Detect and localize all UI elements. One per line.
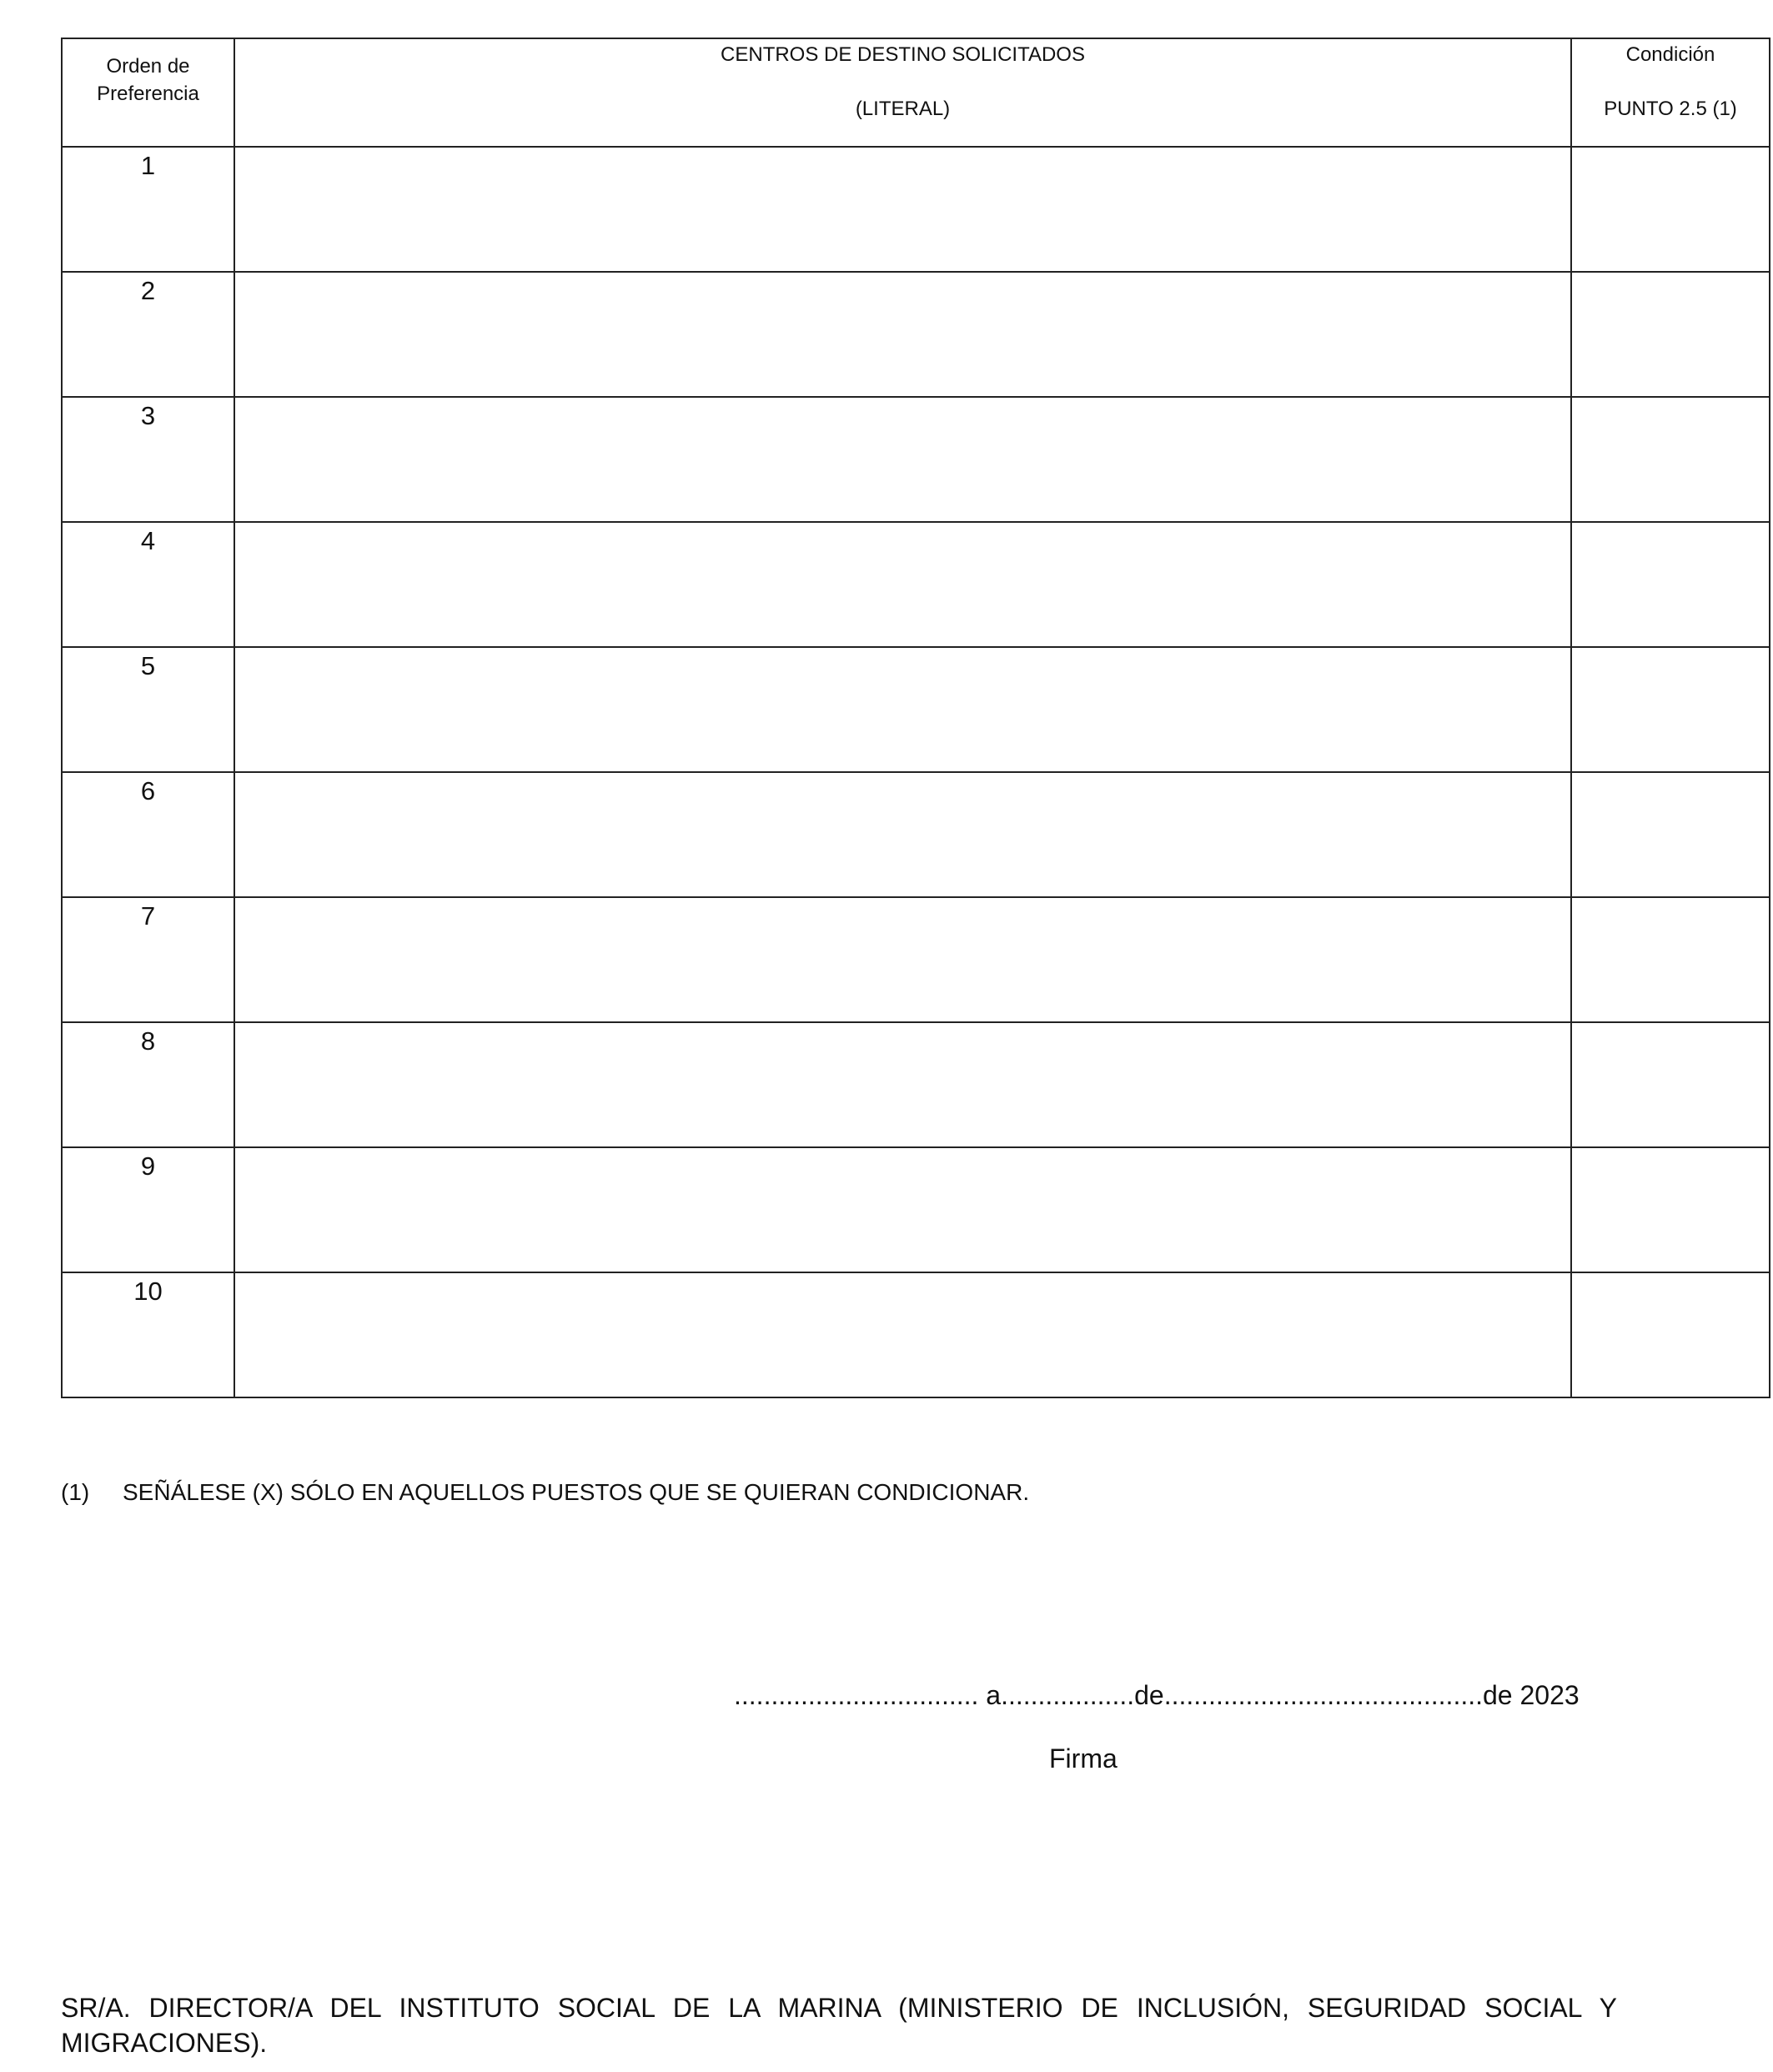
table-row — [62, 1022, 1770, 1147]
table-row — [62, 647, 1770, 772]
table-row — [62, 897, 1770, 1022]
centro-destino-field[interactable] — [234, 147, 1571, 272]
condicion-field[interactable] — [1571, 1147, 1770, 1272]
centro-destino-field[interactable] — [234, 1022, 1571, 1147]
centro-destino-field[interactable] — [234, 1272, 1571, 1397]
header-orden-line2: Preferencia — [97, 83, 199, 105]
table-row — [62, 147, 1770, 272]
header-condicion-line2: PUNTO 2.5 (1) — [1604, 98, 1737, 120]
preferences-table — [61, 38, 1770, 1398]
row-number: 1 — [62, 147, 234, 272]
header-centros-destino — [234, 38, 1571, 147]
footnote — [61, 1479, 1029, 1506]
table-row — [62, 1147, 1770, 1272]
condicion-field[interactable] — [1571, 897, 1770, 1022]
condicion-field[interactable] — [1571, 397, 1770, 522]
centro-destino-field[interactable] — [234, 772, 1571, 897]
header-condicion-line1: Condición — [1625, 43, 1715, 66]
footnote-text: SEÑÁLESE (X) SÓLO EN AQUELLOS PUESTOS QUE SE QUIERAN CONDICIONAR. — [123, 1479, 1030, 1505]
condicion-field[interactable] — [1571, 1272, 1770, 1397]
condicion-field[interactable] — [1571, 147, 1770, 272]
row-number: 10 — [62, 1272, 234, 1397]
centro-destino-field[interactable] — [234, 897, 1571, 1022]
table-row — [62, 1272, 1770, 1397]
centro-destino-field[interactable] — [234, 272, 1571, 397]
condicion-field[interactable] — [1571, 647, 1770, 772]
row-number: 8 — [62, 1022, 234, 1147]
row-number: 6 — [62, 772, 234, 897]
table-row — [62, 272, 1770, 397]
row-number: 2 — [62, 272, 234, 397]
addressee: SR/A. DIRECTOR/A DEL INSTITUTO SOCIAL DE LA MARINA (MINISTERIO DE INCLUSIÓN, SEGURIDAD SOCIAL Y MIGRACIONES). — [61, 1993, 1617, 2058]
centro-destino-field[interactable] — [234, 397, 1571, 522]
table-row — [62, 522, 1770, 647]
condicion-field[interactable] — [1571, 272, 1770, 397]
centro-destino-field[interactable] — [234, 522, 1571, 647]
header-centros-line1: CENTROS DE DESTINO SOLICITADOS — [721, 43, 1085, 66]
row-number: 9 — [62, 1147, 234, 1272]
row-number: 7 — [62, 897, 234, 1022]
place-date-line: ................................. a..................de...........................................de 2023 — [734, 1680, 1580, 1710]
row-number: 3 — [62, 397, 234, 522]
condicion-field[interactable] — [1571, 772, 1770, 897]
header-orden-preferencia — [62, 38, 234, 147]
row-number: 5 — [62, 647, 234, 772]
table-row — [62, 772, 1770, 897]
firma-label: Firma — [1049, 1743, 1118, 1773]
condicion-field[interactable] — [1571, 1022, 1770, 1147]
header-centros-line2: (LITERAL) — [855, 98, 951, 120]
header-orden-line1: Orden de — [106, 55, 190, 78]
footnote-mark: (1) — [61, 1479, 90, 1505]
centro-destino-field[interactable] — [234, 647, 1571, 772]
condicion-field[interactable] — [1571, 522, 1770, 647]
header-condicion — [1571, 38, 1770, 147]
centro-destino-field[interactable] — [234, 1147, 1571, 1272]
row-number: 4 — [62, 522, 234, 647]
table-header-row — [62, 38, 1770, 147]
table-row — [62, 397, 1770, 522]
